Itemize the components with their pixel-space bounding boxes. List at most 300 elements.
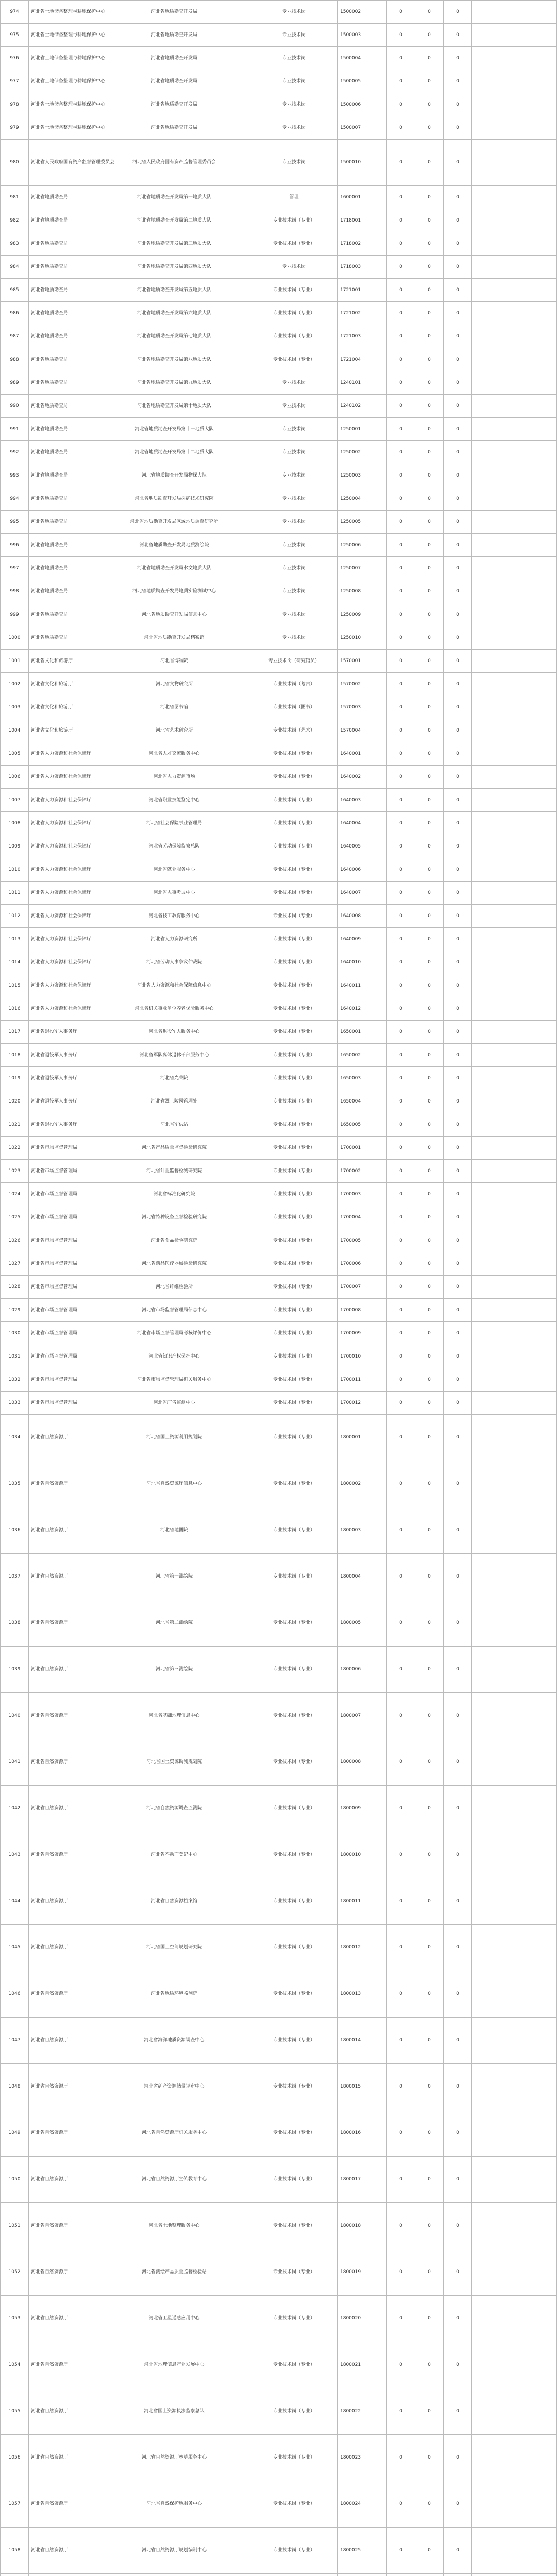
- blank-cell: [472, 395, 557, 418]
- count-a-cell: 0: [387, 766, 415, 789]
- table-row: [1, 997, 557, 1021]
- table-row: [1, 673, 557, 696]
- code-cell: 1640001: [338, 742, 387, 766]
- department-cell: 河北省市场监督管理局: [29, 1206, 98, 1229]
- department-cell: 河北省地质勘查局: [29, 186, 98, 209]
- department-cell: 河北省退役军人事务厅: [29, 1021, 98, 1044]
- unit-cell: 河北省地质环境监测院: [98, 1971, 250, 2018]
- table-row: [1, 557, 557, 580]
- code-cell: 1640011: [338, 974, 387, 997]
- post-cell: 专业技术岗（专业）: [250, 1647, 338, 1693]
- row-number: 1024: [1, 1183, 29, 1206]
- code-cell: 1700011: [338, 1368, 387, 1392]
- count-a-cell: 0: [387, 232, 415, 256]
- count-b-cell: 0: [415, 2481, 444, 2528]
- unit-cell: 河北省地质勘查开发局: [98, 24, 250, 47]
- row-number: 989: [1, 371, 29, 395]
- unit-cell: 河北省地质勘查开发局第七地质大队: [98, 325, 250, 348]
- row-number: 1000: [1, 626, 29, 650]
- count-c-cell: 0: [444, 116, 472, 140]
- code-cell: 1570001: [338, 650, 387, 673]
- post-cell: 专业技术岗: [250, 371, 338, 395]
- blank-cell: [472, 487, 557, 511]
- blank-cell: [472, 1368, 557, 1392]
- blank-cell: [472, 1299, 557, 1322]
- count-b-cell: 0: [415, 557, 444, 580]
- count-a-cell: 0: [387, 696, 415, 719]
- department-cell: 河北省市场监督管理局: [29, 1368, 98, 1392]
- count-b-cell: 0: [415, 1090, 444, 1113]
- blank-cell: [472, 1925, 557, 1971]
- row-number: 1031: [1, 1345, 29, 1368]
- code-cell: 1800019: [338, 2249, 387, 2296]
- row-number: 1012: [1, 905, 29, 928]
- department-cell: 河北省人力资源和社会保障厅: [29, 882, 98, 905]
- count-b-cell: 0: [415, 418, 444, 441]
- post-cell: 专业技术岗（专业）: [250, 1786, 338, 1832]
- post-cell: 专业技术岗: [250, 464, 338, 487]
- code-cell: 1500005: [338, 70, 387, 93]
- code-cell: 1800023: [338, 2435, 387, 2481]
- table-row: [1, 974, 557, 997]
- count-a-cell: 0: [387, 2481, 415, 2528]
- unit-cell: 河北省国土资源执法监察总队: [98, 2388, 250, 2435]
- department-cell: 河北省地质勘查局: [29, 580, 98, 603]
- blank-cell: [472, 1971, 557, 2018]
- count-b-cell: 0: [415, 882, 444, 905]
- row-number: 1052: [1, 2249, 29, 2296]
- count-b-cell: 0: [415, 1786, 444, 1832]
- count-c-cell: 0: [444, 2342, 472, 2388]
- count-b-cell: 0: [415, 1299, 444, 1322]
- blank-cell: [472, 812, 557, 835]
- unit-cell: 河北省标准化研究院: [98, 1183, 250, 1206]
- blank-cell: [472, 974, 557, 997]
- count-a-cell: 0: [387, 534, 415, 557]
- table-row: [1, 951, 557, 974]
- count-b-cell: 0: [415, 2203, 444, 2249]
- unit-cell: 河北省地质勘查开发局第十二地质大队: [98, 441, 250, 464]
- unit-cell: 河北省自然资源厅信息中心: [98, 1461, 250, 1507]
- count-c-cell: 0: [444, 626, 472, 650]
- blank-cell: [472, 928, 557, 951]
- post-cell: 专业技术岗（专业）: [250, 1276, 338, 1299]
- count-b-cell: 0: [415, 2157, 444, 2203]
- count-a-cell: 0: [387, 1252, 415, 1276]
- row-number: 997: [1, 557, 29, 580]
- department-cell: 河北省市场监督管理局: [29, 1137, 98, 1160]
- count-c-cell: 0: [444, 1229, 472, 1252]
- blank-cell: [472, 1276, 557, 1299]
- code-cell: 1800007: [338, 1693, 387, 1739]
- unit-cell: 河北省自然资源厅宣传教育中心: [98, 2157, 250, 2203]
- code-cell: 1800004: [338, 1554, 387, 1600]
- unit-cell: 河北省地质勘查开发局信息中心: [98, 603, 250, 626]
- row-number: 978: [1, 93, 29, 116]
- blank-cell: [472, 2064, 557, 2110]
- table-row: [1, 1090, 557, 1113]
- unit-cell: 河北省人力资源研究所: [98, 928, 250, 951]
- row-number: 1013: [1, 928, 29, 951]
- department-cell: 河北省地质勘查局: [29, 325, 98, 348]
- department-cell: 河北省土地储备整理与耕地保护中心: [29, 24, 98, 47]
- blank-cell: [472, 1832, 557, 1878]
- count-a-cell: 0: [387, 2435, 415, 2481]
- count-c-cell: 0: [444, 2249, 472, 2296]
- count-c-cell: 0: [444, 1507, 472, 1554]
- post-cell: 专业技术岗（考古）: [250, 673, 338, 696]
- count-c-cell: 0: [444, 997, 472, 1021]
- row-number: 1042: [1, 1786, 29, 1832]
- code-cell: 1640004: [338, 812, 387, 835]
- unit-cell: 河北省人民政府国有资产监督管理委员会: [98, 140, 250, 186]
- code-cell: 1800015: [338, 2064, 387, 2110]
- code-cell: 1800001: [338, 1415, 387, 1461]
- count-b-cell: 0: [415, 1461, 444, 1507]
- unit-cell: 河北省自然资源厅林草服务中心: [98, 2435, 250, 2481]
- department-cell: 河北省市场监督管理局: [29, 1276, 98, 1299]
- count-c-cell: 0: [444, 2388, 472, 2435]
- count-c-cell: 0: [444, 70, 472, 93]
- blank-cell: [472, 2249, 557, 2296]
- post-cell: 专业技术岗（专业）: [250, 232, 338, 256]
- count-a-cell: 0: [387, 348, 415, 371]
- post-cell: 专业技术岗（专业）: [250, 858, 338, 882]
- count-b-cell: 0: [415, 2388, 444, 2435]
- count-a-cell: 0: [387, 1044, 415, 1067]
- count-a-cell: 0: [387, 580, 415, 603]
- table-row: [1, 256, 557, 279]
- department-cell: 河北省地质勘查局: [29, 626, 98, 650]
- post-cell: 专业技术岗: [250, 441, 338, 464]
- count-c-cell: 0: [444, 1600, 472, 1647]
- count-c-cell: 0: [444, 2481, 472, 2528]
- count-c-cell: 0: [444, 742, 472, 766]
- department-cell: 河北省自然资源厅: [29, 1925, 98, 1971]
- count-b-cell: 0: [415, 1206, 444, 1229]
- unit-cell: 河北省地质勘查开发局: [98, 47, 250, 70]
- count-c-cell: 0: [444, 1299, 472, 1322]
- row-number: 984: [1, 256, 29, 279]
- count-c-cell: 0: [444, 47, 472, 70]
- blank-cell: [472, 1137, 557, 1160]
- blank-cell: [472, 1322, 557, 1345]
- blank-cell: [472, 905, 557, 928]
- department-cell: 河北省自然资源厅: [29, 2110, 98, 2157]
- unit-cell: 河北省地质勘查开发局第十地质大队: [98, 395, 250, 418]
- table-row: [1, 1832, 557, 1878]
- count-b-cell: 0: [415, 1368, 444, 1392]
- table-row: [1, 395, 557, 418]
- post-cell: 专业技术岗（专业）: [250, 302, 338, 325]
- count-c-cell: 0: [444, 186, 472, 209]
- post-cell: 专业技术岗（专业）: [250, 2157, 338, 2203]
- table-row: [1, 1021, 557, 1044]
- count-c-cell: 0: [444, 1113, 472, 1137]
- count-c-cell: 0: [444, 93, 472, 116]
- department-cell: 河北省退役军人事务厅: [29, 1090, 98, 1113]
- department-cell: 河北省退役军人事务厅: [29, 1044, 98, 1067]
- row-number: 1022: [1, 1137, 29, 1160]
- blank-cell: [472, 557, 557, 580]
- count-c-cell: 0: [444, 1739, 472, 1786]
- code-cell: 1700007: [338, 1276, 387, 1299]
- row-number: 1058: [1, 2528, 29, 2574]
- row-number: 1025: [1, 1206, 29, 1229]
- unit-cell: 河北省烈士陵园管理处: [98, 1090, 250, 1113]
- count-c-cell: 0: [444, 2110, 472, 2157]
- row-number: 1039: [1, 1647, 29, 1693]
- count-b-cell: 0: [415, 464, 444, 487]
- unit-cell: 河北省退役军人服务中心: [98, 1021, 250, 1044]
- code-cell: 1800017: [338, 2157, 387, 2203]
- count-b-cell: 0: [415, 1878, 444, 1925]
- post-cell: 专业技术岗（专业）: [250, 997, 338, 1021]
- count-a-cell: 0: [387, 2342, 415, 2388]
- count-a-cell: 0: [387, 1021, 415, 1044]
- count-c-cell: 0: [444, 1392, 472, 1415]
- count-b-cell: 0: [415, 186, 444, 209]
- count-c-cell: 0: [444, 395, 472, 418]
- count-a-cell: 0: [387, 1971, 415, 2018]
- row-number: 1009: [1, 835, 29, 858]
- blank-cell: [472, 325, 557, 348]
- row-number: 994: [1, 487, 29, 511]
- code-cell: 1500010: [338, 140, 387, 186]
- code-cell: 1250005: [338, 511, 387, 534]
- count-b-cell: 0: [415, 1925, 444, 1971]
- unit-cell: 河北省自然资源厅规划编制中心: [98, 2528, 250, 2574]
- post-cell: 专业技术岗（专业）: [250, 279, 338, 302]
- count-a-cell: 0: [387, 140, 415, 186]
- code-cell: 1500002: [338, 1, 387, 24]
- count-c-cell: 0: [444, 928, 472, 951]
- post-cell: 专业技术岗: [250, 511, 338, 534]
- table-row: [1, 1160, 557, 1183]
- department-cell: 河北省自然资源厅: [29, 1461, 98, 1507]
- department-cell: 河北省地质勘查局: [29, 395, 98, 418]
- row-number: 1001: [1, 650, 29, 673]
- unit-cell: 河北省市场监督管理局机关服务中心: [98, 1368, 250, 1392]
- code-cell: 1700006: [338, 1252, 387, 1276]
- blank-cell: [472, 2157, 557, 2203]
- blank-cell: [472, 766, 557, 789]
- unit-cell: 河北省知识产权保护中心: [98, 1345, 250, 1368]
- row-number: 1053: [1, 2296, 29, 2342]
- count-a-cell: [387, 2574, 415, 2576]
- row-number: 1002: [1, 673, 29, 696]
- department-cell: 河北省自然资源厅: [29, 2203, 98, 2249]
- blank-cell: [472, 603, 557, 626]
- post-cell: 管理: [250, 186, 338, 209]
- unit-cell: 河北省地质勘查开发局第六地质大队: [98, 302, 250, 325]
- department-cell: 河北省人力资源和社会保障厅: [29, 928, 98, 951]
- count-a-cell: 0: [387, 1392, 415, 1415]
- department-cell: 河北省自然资源厅: [29, 2342, 98, 2388]
- count-a-cell: 0: [387, 1322, 415, 1345]
- count-b-cell: 0: [415, 47, 444, 70]
- table-row: [1, 812, 557, 835]
- row-number: 1054: [1, 2342, 29, 2388]
- code-cell: 1700004: [338, 1206, 387, 1229]
- unit-cell: 河北省自然资源厅机关服务中心: [98, 2110, 250, 2157]
- department-cell: 河北省自然资源厅: [29, 2528, 98, 2574]
- post-cell: 专业技术岗: [250, 24, 338, 47]
- unit-cell: 河北省自然资源档案馆: [98, 1878, 250, 1925]
- post-cell: 专业技术岗（专业）: [250, 1971, 338, 2018]
- post-cell: 专业技术岗: [250, 626, 338, 650]
- row-number: 1008: [1, 812, 29, 835]
- department-cell: 河北省地质勘查局: [29, 279, 98, 302]
- count-c-cell: 0: [444, 1832, 472, 1878]
- table-row: [1, 1299, 557, 1322]
- table-row: [1, 1507, 557, 1554]
- row-number: 985: [1, 279, 29, 302]
- count-a-cell: 0: [387, 858, 415, 882]
- count-b-cell: 0: [415, 487, 444, 511]
- row-number: 1046: [1, 1971, 29, 2018]
- table-row: [1, 882, 557, 905]
- count-b-cell: 0: [415, 1693, 444, 1739]
- row-number: 1045: [1, 1925, 29, 1971]
- count-a-cell: 0: [387, 116, 415, 140]
- post-cell: 专业技术岗（专业）: [250, 1183, 338, 1206]
- table-row: [1, 742, 557, 766]
- post-cell: 专业技术岗（专业）: [250, 1322, 338, 1345]
- table-row: [1, 928, 557, 951]
- department-cell: 河北省自然资源厅: [29, 1600, 98, 1647]
- blank-cell: [472, 2574, 557, 2576]
- count-b-cell: 0: [415, 24, 444, 47]
- count-a-cell: 0: [387, 511, 415, 534]
- post-cell: 专业技术岗: [250, 487, 338, 511]
- unit-cell: 河北省技工教育服务中心: [98, 905, 250, 928]
- code-cell: 1800025: [338, 2528, 387, 2574]
- count-c-cell: 0: [444, 1878, 472, 1925]
- code-cell: 1718003: [338, 256, 387, 279]
- row-number: 1023: [1, 1160, 29, 1183]
- code-cell: 1640007: [338, 882, 387, 905]
- table-row: [1, 1600, 557, 1647]
- unit-cell: 河北省地质勘查开发局档案馆: [98, 626, 250, 650]
- unit-cell: 河北省产品质量监督检验研究院: [98, 1137, 250, 1160]
- count-b-cell: 0: [415, 371, 444, 395]
- blank-cell: [472, 1392, 557, 1415]
- table-row: [1, 279, 557, 302]
- department-cell: 河北省人力资源和社会保障厅: [29, 766, 98, 789]
- department-cell: 河北省地质勘查局: [29, 232, 98, 256]
- row-number: 996: [1, 534, 29, 557]
- count-a-cell: 0: [387, 974, 415, 997]
- count-c-cell: 0: [444, 1137, 472, 1160]
- count-c-cell: 0: [444, 580, 472, 603]
- table-row: [1, 650, 557, 673]
- table-row: [1, 789, 557, 812]
- post-cell: 专业技术岗: [250, 70, 338, 93]
- count-b-cell: 0: [415, 997, 444, 1021]
- blank-cell: [472, 1252, 557, 1276]
- table-row: [1, 2110, 557, 2157]
- table-row: [1, 418, 557, 441]
- post-cell: 专业技术岗（专业）: [250, 1925, 338, 1971]
- count-c-cell: 0: [444, 812, 472, 835]
- table-row: [1, 1113, 557, 1137]
- department-cell: 河北省自然资源厅: [29, 2481, 98, 2528]
- count-b-cell: 0: [415, 511, 444, 534]
- department-cell: 河北省人力资源和社会保障厅: [29, 951, 98, 974]
- code-cell: 1500004: [338, 47, 387, 70]
- unit-cell: 河北省就业服务中心: [98, 858, 250, 882]
- row-number: 1035: [1, 1461, 29, 1507]
- post-cell: 专业技术岗（专业）: [250, 1345, 338, 1368]
- count-c-cell: 0: [444, 1647, 472, 1693]
- unit-cell: 河北省第三测绘院: [98, 1647, 250, 1693]
- count-c-cell: 0: [444, 325, 472, 348]
- count-a-cell: 0: [387, 1832, 415, 1878]
- count-c-cell: 0: [444, 1971, 472, 2018]
- count-c-cell: 0: [444, 279, 472, 302]
- count-a-cell: 0: [387, 2018, 415, 2064]
- count-c-cell: 0: [444, 2157, 472, 2203]
- post-cell: 专业技术岗: [250, 140, 338, 186]
- post-cell: 专业技术岗（专业）: [250, 1415, 338, 1461]
- code-cell: 1500007: [338, 116, 387, 140]
- table-row: [1, 603, 557, 626]
- department-cell: 河北省地质勘查局: [29, 603, 98, 626]
- table-row: [1, 1067, 557, 1090]
- table-row: [1, 186, 557, 209]
- table-row: [1, 24, 557, 47]
- count-b-cell: 0: [415, 1113, 444, 1137]
- code-cell: 1650005: [338, 1113, 387, 1137]
- unit-cell: 河北省测绘产品质量监督检验站: [98, 2249, 250, 2296]
- row-number: 1034: [1, 1415, 29, 1461]
- count-b-cell: 0: [415, 858, 444, 882]
- code-cell: 1250001: [338, 418, 387, 441]
- count-b-cell: [415, 2574, 444, 2576]
- unit-cell: 河北省地质勘查开发局第四地质大队: [98, 256, 250, 279]
- table-row: [1, 1878, 557, 1925]
- count-a-cell: 0: [387, 24, 415, 47]
- table-row: [1, 1252, 557, 1276]
- table-row: [1, 1, 557, 24]
- table-row: [1, 70, 557, 93]
- blank-cell: [472, 279, 557, 302]
- row-number: 1032: [1, 1368, 29, 1392]
- blank-cell: [472, 696, 557, 719]
- table-row: [1, 325, 557, 348]
- count-b-cell: 0: [415, 951, 444, 974]
- blank-cell: [472, 1415, 557, 1461]
- count-c-cell: 0: [444, 371, 472, 395]
- count-b-cell: 0: [415, 2249, 444, 2296]
- post-cell: 专业技术岗: [250, 534, 338, 557]
- code-cell: 1250010: [338, 626, 387, 650]
- count-b-cell: 0: [415, 348, 444, 371]
- blank-cell: [472, 1647, 557, 1693]
- count-a-cell: 0: [387, 256, 415, 279]
- count-c-cell: 0: [444, 766, 472, 789]
- department-cell: 河北省自然资源厅: [29, 1878, 98, 1925]
- blank-cell: [472, 511, 557, 534]
- blank-cell: [472, 2110, 557, 2157]
- count-a-cell: 0: [387, 673, 415, 696]
- table-row: [1, 209, 557, 232]
- code-cell: 1650001: [338, 1021, 387, 1044]
- count-b-cell: 0: [415, 2435, 444, 2481]
- department-cell: 河北省人力资源和社会保障厅: [29, 742, 98, 766]
- table-row: [1, 1276, 557, 1299]
